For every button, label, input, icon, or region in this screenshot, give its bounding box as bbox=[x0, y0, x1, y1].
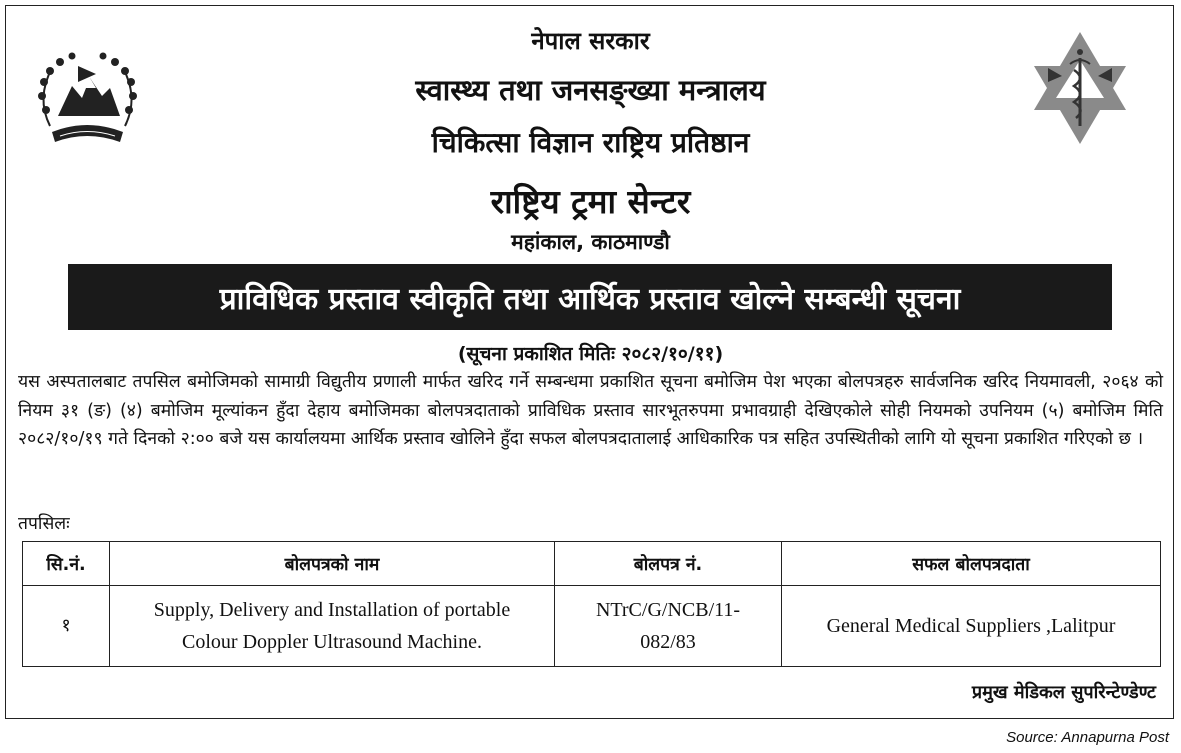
ministry-heading: स्वास्थ्य तथा जनसङ्ख्या मन्त्रालय bbox=[415, 73, 766, 107]
notice-title-banner bbox=[68, 264, 1112, 330]
center-heading: राष्ट्रिय ट्रमा सेन्टर bbox=[490, 182, 691, 221]
table-row bbox=[23, 586, 1161, 667]
bid-number-line-1: NTrC/G/NCB/11- bbox=[595, 599, 741, 621]
institute-heading: चिकित्सा विज्ञान राष्ट्रिय प्रतिष्ठान bbox=[431, 126, 750, 159]
cell-serial: १ bbox=[23, 586, 110, 667]
notice-body: यस अस्पतालबाट तपसिल बमोजिमको सामाग्री विद्युतीय प्रणाली मार्फत खरिद गर्ने सम्बन्धमा प्रकाशित सूचना बमोजिम पेश भएका बोलपत्रहरु सार्वजनिक खरिद नियमावली, २०६४ को नियम ३१ (ङ) (४) बमोजिम मूल्यांकन हुँदा देहाय बमोजिमका बोलपत्रदाताको प्राविधिक प्रस्ताव सारभूतरुपमा प्रभावग्राही देखिएकोले सोही नियमको उपनियम (५) बमोजिम मिति २०८२/१०/१९ गते दिनको २:०० बजे यस कार्यालयमा आर्थिक प्रस्ताव खोलिने हुँदा सफल बोलपत्रदातालाई आधिकारिक पत्र सहित उपस्थितीको लागि यो सूचना प्रकाशित गरिएको छ । bbox=[18, 372, 1163, 449]
header-serial: सि.नं. bbox=[23, 542, 110, 586]
schedule-label: तपसिलः bbox=[18, 514, 70, 534]
cell-bid-name bbox=[110, 586, 555, 667]
header-bid-name: बोलपत्रको नाम bbox=[110, 542, 555, 586]
source-credit: Source: Annapurna Post bbox=[1006, 729, 1169, 746]
signatory: प्रमुख मेडिकल सुपरिन्टेण्डेण्ट bbox=[971, 682, 1156, 703]
government-heading: नेपाल सरकार bbox=[531, 27, 650, 55]
bid-table bbox=[22, 541, 1161, 667]
header-successful-bidder: सफल बोलपत्रदाता bbox=[782, 542, 1161, 586]
cell-bidder: General Medical Suppliers ,Lalitpur bbox=[782, 586, 1161, 667]
notice-title: प्राविधिक प्रस्ताव स्वीकृति तथा आर्थिक प्रस्ताव खोल्ने सम्बन्धी सूचना bbox=[219, 281, 961, 317]
location-heading: महांकाल, काठमाण्डौ bbox=[511, 230, 670, 254]
publish-date: (सूचना प्रकाशित मितिः २०८२/१०/११) bbox=[457, 343, 724, 365]
table-header-row bbox=[23, 542, 1161, 586]
bid-name-line-2: Colour Doppler Ultrasound Machine. bbox=[182, 631, 482, 653]
header-bid-number: बोलपत्र नं. bbox=[555, 542, 782, 586]
cell-bid-number bbox=[555, 586, 782, 667]
bid-name-line-1: Supply, Delivery and Installation of portable bbox=[153, 599, 511, 621]
bid-number-line-2: 082/83 bbox=[640, 631, 696, 653]
